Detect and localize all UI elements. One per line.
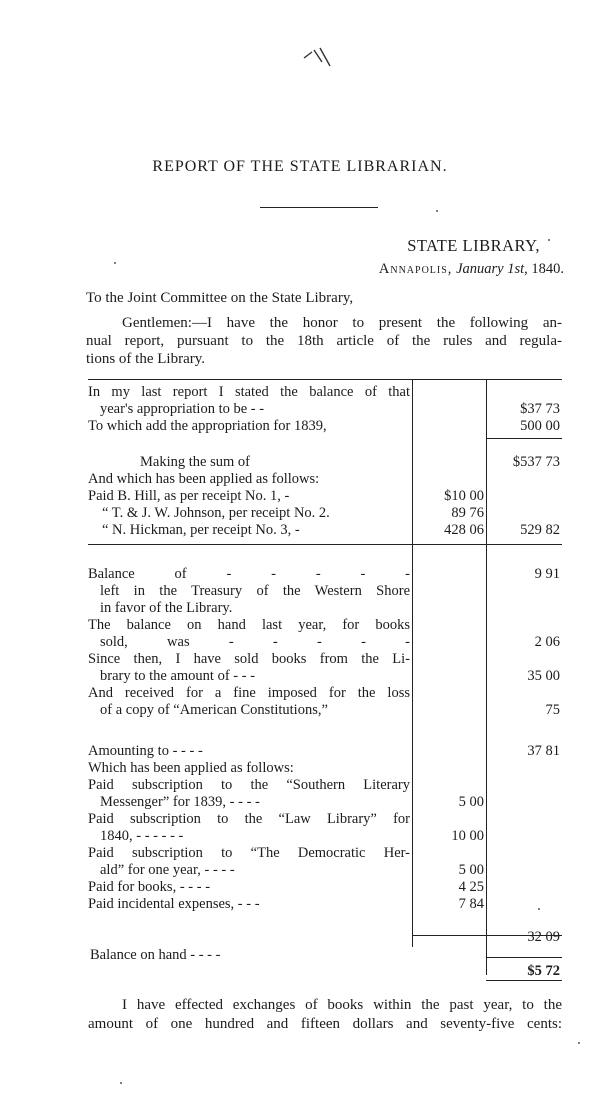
dateline	[379, 261, 564, 278]
ledger-row-7-total: 529 82	[520, 522, 560, 538]
ledger-column-rule-2	[486, 379, 487, 975]
ledger-row-17-amount: 4 25	[458, 879, 484, 895]
ledger-row-15-line-2: 1840, - - - - - -	[100, 828, 184, 844]
intro-line-1: Gentlemen:—I have the honor to present the following an-	[122, 315, 562, 331]
salutation: To the Joint Committee on the State Library,	[86, 290, 354, 306]
ledger-top-rule	[88, 379, 562, 380]
ledger-row-8-line-1: Balance of - - - - -	[88, 566, 410, 582]
ledger-row-10-line-1: Since then, I have sold books from the Li-	[88, 651, 410, 667]
intro-line-2: nual report, pursuant to the 18th article of the rules and regula-	[86, 333, 562, 349]
print-speck	[578, 1042, 580, 1044]
title-divider	[260, 207, 378, 208]
ledger-row-18-total: 32 09	[527, 929, 560, 945]
closing-line-1: I have effected exchanges of books within the past year, to the	[122, 997, 562, 1013]
closing-line-2: amount of one hundred and fifteen dollars and seventy-five cents:	[88, 1016, 562, 1032]
ledger-total-rule-2	[486, 957, 562, 958]
ledger-row-12-total: 37 81	[527, 743, 560, 759]
ledger-row-6-line-1: “ T. & J. W. Johnson, per receipt No. 2.	[102, 505, 330, 521]
ledger-row-10-total: 35 00	[527, 668, 560, 684]
ledger-row-15-amount: 10 00	[451, 828, 484, 844]
ledger-row-11-line-1: And received for a fine imposed for the loss	[88, 685, 410, 701]
ledger-row-4-line-1: And which has been applied as follows:	[88, 471, 320, 487]
ledger-column-rule-1	[412, 379, 413, 947]
ledger-row-1-total: $37 73	[520, 401, 560, 417]
ledger-row-8-line-3: in favor of the Library.	[100, 600, 233, 616]
dateline-date: January 1st,	[456, 261, 528, 277]
ledger-row-9-line-2: sold, was - - - - -	[100, 634, 410, 650]
print-speck	[120, 1082, 122, 1084]
ledger-row-19-total: $5 72	[527, 963, 560, 979]
dateline-year: 1840.	[531, 261, 564, 277]
ledger-row-9-line-1: The balance on hand last year, for books	[88, 617, 410, 633]
ledger-row-1-line-1: In my last report I stated the balance of that	[88, 384, 410, 400]
ledger-row-8-line-2: left in the Treasury of the Western Shore	[100, 583, 410, 599]
ledger-row-7-line-1: “ N. Hickman, per receipt No. 3, -	[102, 522, 300, 538]
ledger-row-16-amount: 5 00	[458, 862, 484, 878]
print-speck	[436, 210, 438, 212]
ledger-row-11-total: 75	[545, 702, 560, 718]
ledger-row-5-amount: $10 00	[444, 488, 484, 504]
ledger-row-14-line-1: Paid subscription to the “Southern Literary	[88, 777, 410, 793]
ledger-section-rule-1	[88, 544, 562, 545]
ledger-row-5-line-1: Paid B. Hill, as per receipt No. 1, -	[88, 488, 290, 504]
dateline-place: Annapolis,	[378, 261, 453, 277]
ledger-row-9-total: 2 06	[534, 634, 560, 650]
ledger-row-19-line-1: Balance on hand - - - -	[90, 947, 221, 963]
intro-line-3: tions of the Library.	[86, 351, 205, 367]
ledger-bottom-rule	[486, 980, 562, 981]
ledger-row-13-line-1: Which has been applied as follows:	[88, 760, 294, 776]
ledger-row-2-line-1: To which add the appropriation for 1839,	[88, 418, 327, 434]
accounts-ledger	[88, 379, 562, 979]
ledger-row-10-line-2: brary to the amount of - - -	[100, 668, 256, 684]
ledger-row-15-line-1: Paid subscription to the “Law Library” for	[88, 811, 410, 827]
print-speck	[114, 262, 116, 264]
ledger-row-11-line-2: of a copy of “American Constitutions,”	[100, 702, 328, 718]
ledger-row-3-line-1: Making the sum of	[140, 454, 250, 470]
print-speck	[538, 908, 540, 910]
ledger-row-2-total: 500 00	[520, 418, 560, 434]
ledger-row-14-amount: 5 00	[458, 794, 484, 810]
ink-mark	[300, 44, 340, 74]
ledger-row-7-amount: 428 06	[444, 522, 484, 538]
ledger-row-8-total: 9 91	[534, 566, 560, 582]
print-speck	[548, 239, 550, 241]
ledger-row-16-line-1: Paid subscription to “The Democratic Her-	[88, 845, 410, 861]
ledger-row-17-line-1: Paid for books, - - - -	[88, 879, 211, 895]
ledger-row-14-line-2: Messenger” for 1839, - - - -	[100, 794, 260, 810]
ledger-row-16-line-2: ald” for one year, - - - -	[100, 862, 235, 878]
ledger-row-6-amount: 89 76	[451, 505, 484, 521]
ledger-row-12-line-1: Amounting to - - - -	[88, 743, 203, 759]
ledger-total-rule-1	[486, 438, 562, 439]
section-heading: STATE LIBRARY,	[407, 236, 540, 255]
ledger-row-1-line-2: year's appropriation to be - -	[100, 401, 265, 417]
ledger-row-18-line-1: Paid incidental expenses, - - -	[88, 896, 260, 912]
ledger-row-18-amount: 7 84	[458, 896, 484, 912]
ledger-row-3-total: $537 73	[512, 454, 560, 470]
page-title: REPORT OF THE STATE LIBRARIAN.	[152, 158, 448, 175]
